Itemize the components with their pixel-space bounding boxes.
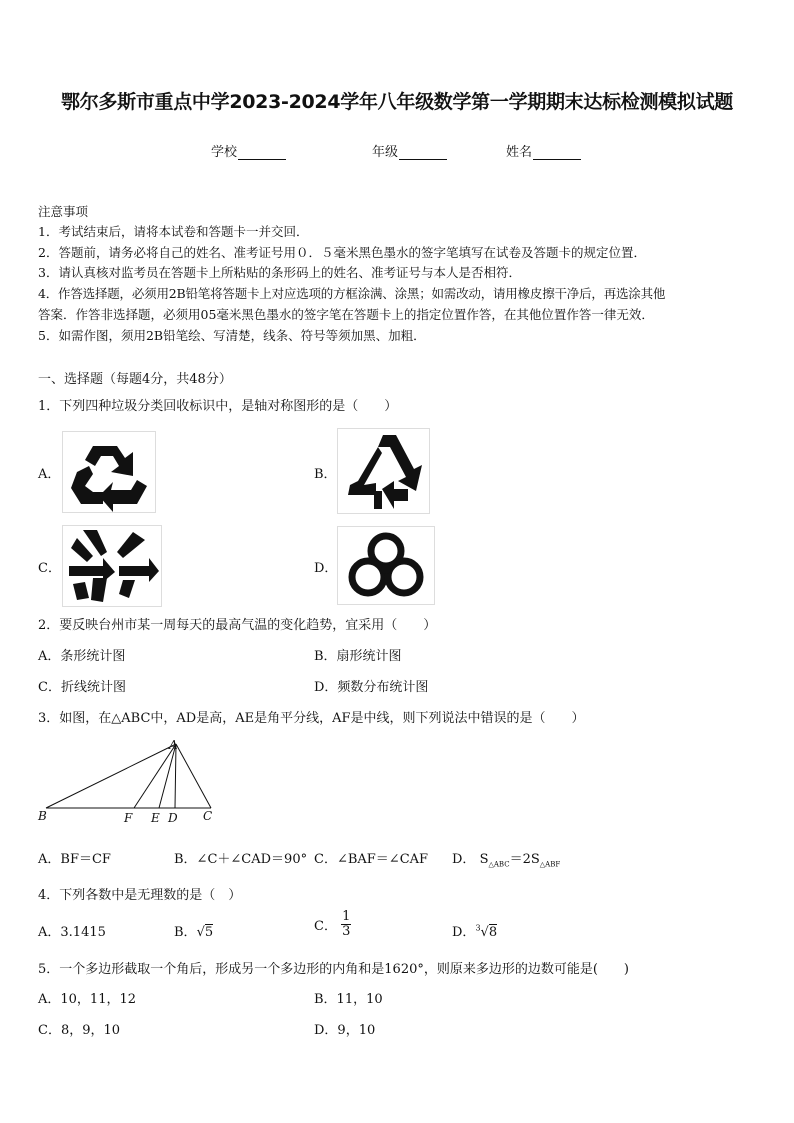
q3-option-d[interactable]: D． $S_{\triangle ABC}=2S_{\triangle ABF}$ bbox=[452, 852, 561, 869]
q2-option-d[interactable]: D．频数分布统计图 bbox=[314, 680, 429, 695]
q3-option-b[interactable]: B．∠C＋∠CAD＝90° bbox=[174, 852, 308, 867]
point-d-label: D bbox=[168, 811, 178, 825]
q3-option-c[interactable]: C．∠BAF＝∠CAF bbox=[314, 852, 429, 867]
q1-option-c-label: C． bbox=[38, 561, 61, 576]
question-5-stem: 5．一个多边形截取一个角后，形成另一个多边形的内角和是1620°，则原来多边形的边数可能是( ) bbox=[38, 962, 629, 977]
grade-field[interactable] bbox=[372, 141, 447, 160]
question-1-stem: 1．下列四种垃圾分类回收标识中，是轴对称图形的是（ ） bbox=[38, 399, 398, 414]
vertex-b-label: B bbox=[38, 809, 47, 823]
notice-item: 3．请认真核对监考员在答题卡上所粘贴的条形码上的姓名、准考证号与本人是否相符． bbox=[38, 265, 521, 280]
name-label: 姓名 bbox=[506, 145, 533, 160]
q1-option-b-label: B． bbox=[314, 467, 337, 482]
recycle-arrows-icon[interactable] bbox=[62, 431, 156, 513]
q5-option-d[interactable]: D．9，10 bbox=[314, 1023, 376, 1038]
question-2-stem: 2．要反映台州市某一周每天的最高气温的变化趋势，宜采用（ ） bbox=[38, 618, 437, 633]
q3-option-d-label: D． bbox=[452, 852, 476, 867]
question-3-stem: 3．如图，在△ABC中，AD是高，AE是角平分线，AF是中线，则下列说法中错误的是（ ） bbox=[38, 711, 585, 726]
q2-option-b[interactable]: B．扇形统计图 bbox=[314, 649, 402, 664]
question-4-stem: 4．下列各数中是无理数的是（ ） bbox=[38, 888, 242, 903]
section-heading: 一、选择题（每题4分，共48分） bbox=[38, 372, 232, 387]
notice-item: 1．考试结束后，请将本试卷和答题卡一并交回． bbox=[38, 224, 309, 239]
name-field[interactable] bbox=[506, 141, 581, 160]
q5-option-b[interactable]: B．11，10 bbox=[314, 992, 383, 1007]
point-f-label: F bbox=[124, 811, 133, 825]
triangle-figure bbox=[30, 735, 230, 830]
q5-option-c[interactable]: C．8，9，10 bbox=[38, 1023, 121, 1038]
biohazard-icon[interactable] bbox=[337, 526, 435, 605]
school-label: 学校 bbox=[211, 145, 238, 160]
four-arrows-icon[interactable] bbox=[62, 525, 162, 607]
q2-option-c[interactable]: C．折线统计图 bbox=[38, 680, 126, 695]
grade-label: 年级 bbox=[372, 145, 399, 160]
vertex-c-label: C bbox=[203, 809, 213, 823]
q1-option-a-label: A． bbox=[38, 467, 61, 482]
school-field[interactable] bbox=[211, 141, 286, 160]
notice-item: 4．作答选择题，必须用2B铅笔将答题卡上对应选项的方框涂满、涂黑；如需改动，请用橡皮擦干净后，再选涂其他 bbox=[38, 286, 666, 301]
q5-option-a[interactable]: A．10，11，12 bbox=[38, 992, 137, 1007]
notice-item: 5．如需作图，须用2B铅笔绘、写清楚，线条、符号等须加黑、加粗． bbox=[38, 328, 426, 343]
notice-item: 答案．作答非选择题，必须用05毫米黑色墨水的签字笔在答题卡上的指定位置作答，在其他位置作答一律无效． bbox=[38, 307, 654, 322]
q1-option-d-label: D． bbox=[314, 561, 338, 576]
triangle-arrows-icon[interactable] bbox=[337, 428, 430, 514]
page-title: 鄂尔多斯市重点中学2023-2024学年八年级数学第一学期期末达标检测模拟试题 bbox=[61, 91, 733, 113]
notice-heading: 注意事项 bbox=[38, 204, 89, 219]
q4-option-d[interactable]: D．$^3$√8 bbox=[452, 923, 498, 940]
vertex-a-label: A bbox=[169, 738, 178, 752]
q3-option-a[interactable]: A．BF＝CF bbox=[38, 852, 111, 867]
point-e-label: E bbox=[151, 811, 160, 825]
q4-option-c[interactable]: C． $\frac{1}{3}$ bbox=[314, 909, 351, 939]
q2-option-a[interactable]: A．条形统计图 bbox=[38, 649, 126, 664]
q4-option-b[interactable]: B．√5 bbox=[174, 925, 214, 940]
notice-item: 2．答题前，请务必将自己的姓名、准考证号用０．５毫米黑色墨水的签字笔填写在试卷及答题卡的规定位置． bbox=[38, 245, 646, 260]
q4-option-a[interactable]: A．3.1415 bbox=[38, 925, 106, 940]
